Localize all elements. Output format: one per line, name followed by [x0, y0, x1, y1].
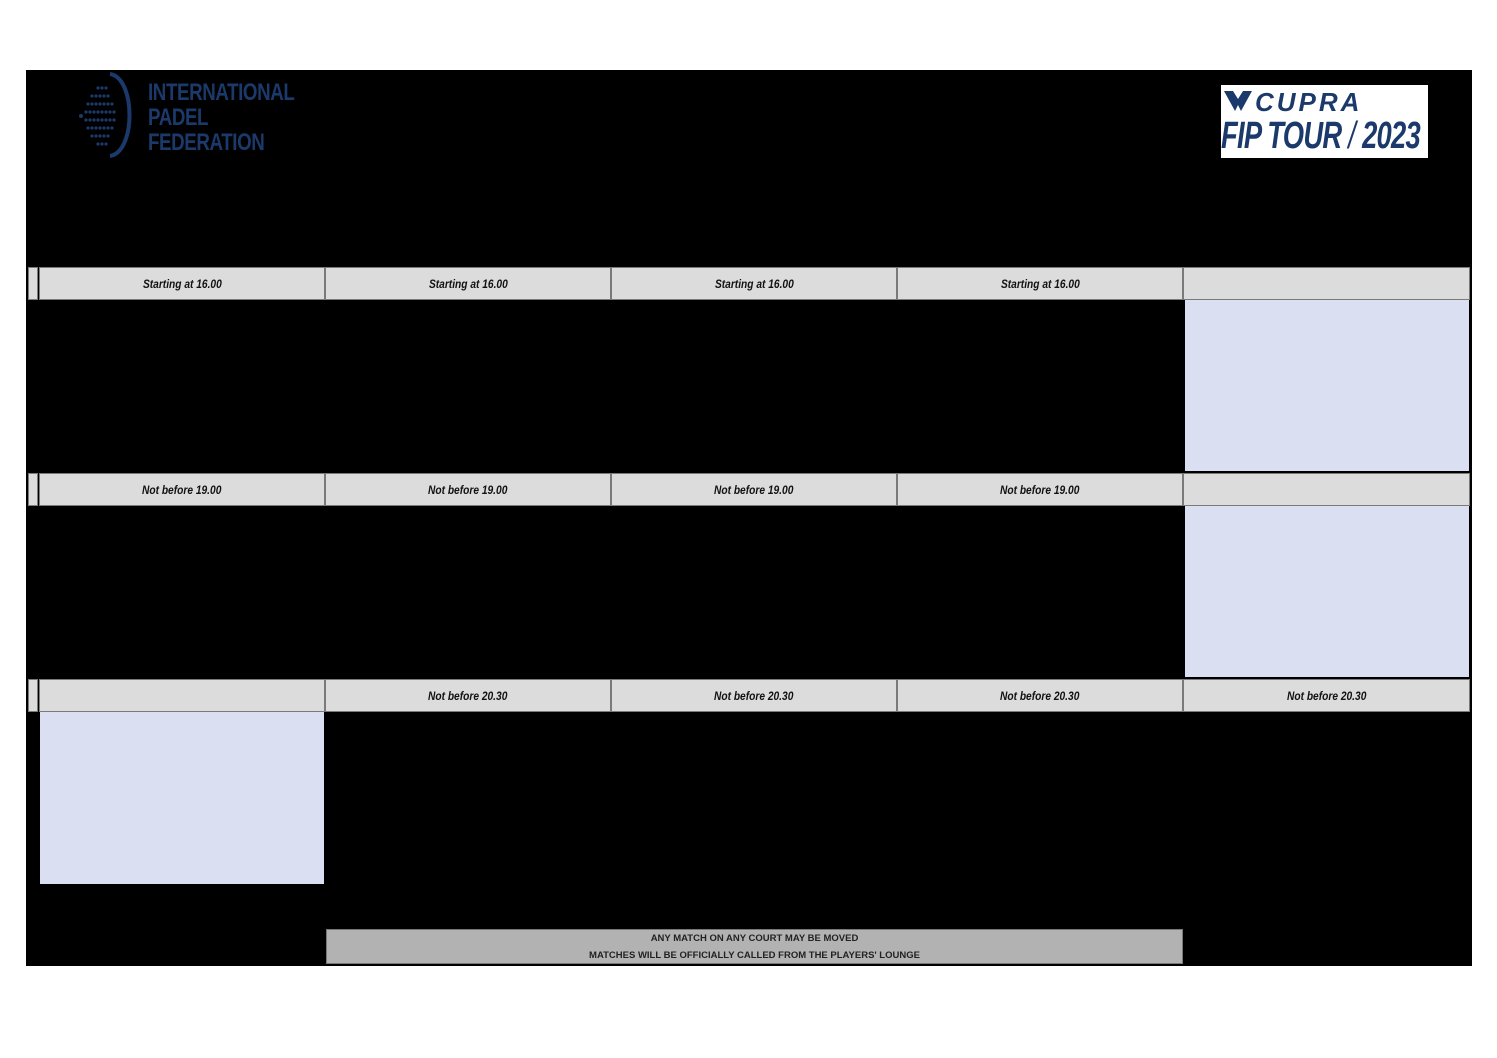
ipf-line-1: INTERNATIONAL: [148, 79, 295, 106]
row-1-court-5-time: [1183, 267, 1470, 300]
row-2-empty-slot: [1185, 506, 1469, 677]
cupra-wordmark: CUPRA: [1255, 87, 1363, 117]
schedule-notice: [326, 929, 1183, 964]
order-of-play-sheet: [26, 70, 1472, 966]
row-3-court-3-time: Not before 20.30: [611, 679, 897, 712]
fip-tour-year: 2023: [1362, 115, 1421, 157]
fip-tour-divider: /: [1348, 115, 1363, 157]
ipf-logo: [78, 72, 295, 158]
row-1-court-1-time: Starting at 16.00: [39, 267, 325, 300]
row-2-court-1-time: Not before 19.00: [39, 473, 325, 506]
row-1-court-4-time: Starting at 16.00: [897, 267, 1183, 300]
row-3-court-2-time: Not before 20.30: [325, 679, 611, 712]
ipf-line-2: PADEL: [148, 104, 209, 131]
row-3-court-4-time: Not before 20.30: [897, 679, 1183, 712]
fip-tour-title: [1221, 116, 1420, 156]
row-1-court-2-time: Starting at 16.00: [325, 267, 611, 300]
ipf-line-3: FEDERATION: [148, 129, 265, 156]
row-1-empty-slot: [1185, 300, 1469, 471]
row-2-court-4-time: Not before 19.00: [897, 473, 1183, 506]
row-3-empty-slot: [40, 712, 324, 884]
notice-line-2: MATCHES WILL BE OFFICIALLY CALLED FROM THE PLAYERS' LOUNGE: [589, 949, 920, 961]
row-3-court-1-time: [39, 679, 325, 712]
notice-line-1: ANY MATCH ON ANY COURT MAY BE MOVED: [650, 932, 859, 944]
cupra-fip-tour-logo: [1221, 85, 1428, 158]
cupra-emblem-icon: [1223, 87, 1253, 115]
row-1-side-marker: [28, 267, 38, 300]
ipf-wordmark: [148, 80, 294, 155]
row-2-court-5-time: [1183, 473, 1470, 506]
row-2-side-marker: [28, 473, 38, 506]
row-3-side-marker: [28, 679, 38, 712]
row-1-court-3-time: Starting at 16.00: [611, 267, 897, 300]
padel-racket-icon: [78, 72, 148, 158]
row-2-court-3-time: Not before 19.00: [611, 473, 897, 506]
row-3-court-5-time: Not before 20.30: [1183, 679, 1470, 712]
row-2-court-2-time: Not before 19.00: [325, 473, 611, 506]
fip-tour-text: FIP TOUR: [1221, 115, 1342, 157]
